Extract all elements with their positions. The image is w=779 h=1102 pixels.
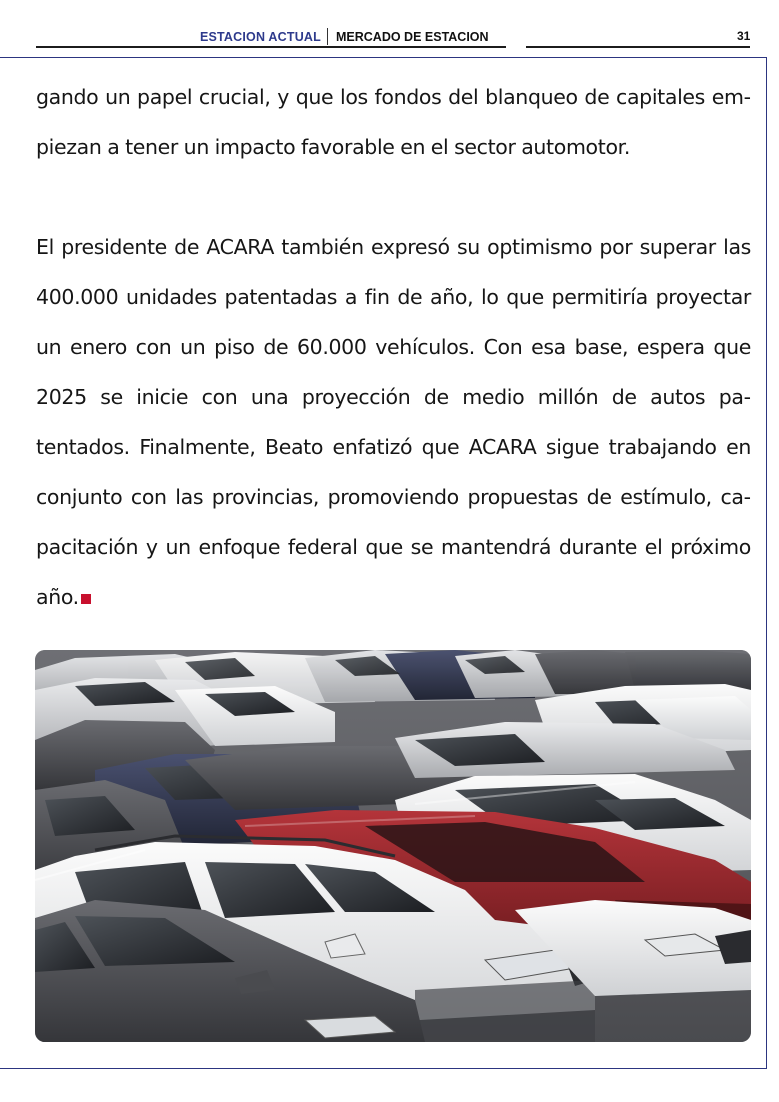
header-separator [327, 28, 328, 45]
page-frame-bottom [0, 1068, 767, 1069]
header-rule-left [36, 46, 506, 48]
end-of-article-mark [81, 594, 91, 604]
section-name: ESTACION ACTUAL [199, 30, 321, 44]
paragraph-2-text: El presidente de ACARA también expresó su optimismo por superar las 400.000 unidades patentadas a fin de año, lo que permitiría proyectar un enero con un piso de 60.000 vehículos. Con esa base, espera que 2025 se inicie con una proyección de medio millón de autos patentados. Finalmente, Beato enfatizó que ACARA sigue trabajando en conjunto con las provincias, promoviendo propuestas de estímulo, capacitación y un enfoque federal que se mantendrá durante el próximo año. [36, 235, 751, 609]
page-header [0, 0, 779, 56]
paragraph-2 [36, 222, 751, 622]
header-rule-right [526, 46, 750, 48]
parked-cars-illustration [35, 650, 751, 1042]
paragraph-1: gando un papel crucial, y que los fondos del blanqueo de capitales empiezan a tener un impacto favorable en el sector automotor. [36, 85, 751, 159]
page-frame-top [0, 57, 766, 58]
page-frame-right [766, 57, 767, 1069]
page-number: 31 [737, 29, 751, 43]
parked-cars-photo [35, 650, 751, 1042]
article-body [36, 72, 751, 622]
subsection-name: MERCADO DE ESTACION [336, 30, 489, 44]
